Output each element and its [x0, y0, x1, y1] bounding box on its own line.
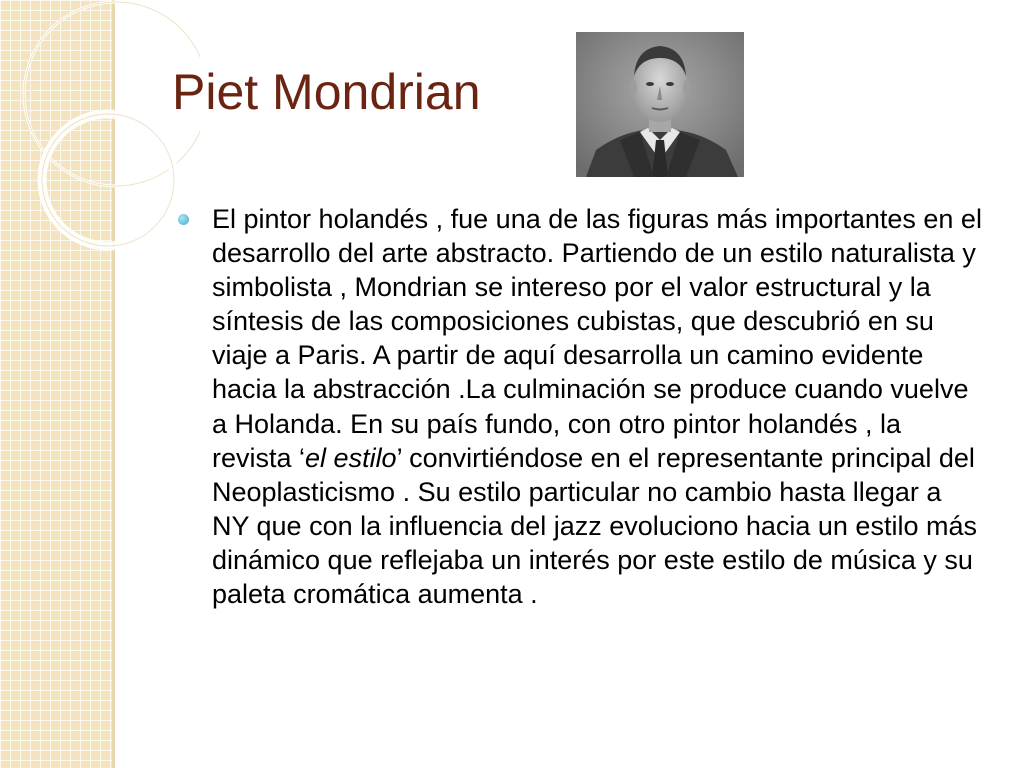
- bullet-dot-icon: [178, 214, 189, 225]
- slide-title: Piet Mondrian: [172, 64, 481, 120]
- magazine-name: el estilo: [305, 442, 397, 473]
- portrait-image: [576, 32, 744, 177]
- body-text-part-1: El pintor holandés , fue una de las figuras más importantes en el desarrollo del arte abstracto. Partiendo de un estilo naturalista y simbolista , Mondrian se intereso por el valor estructural y la síntesis de las composiciones cubistas, que descubrió en su viaje a Paris. A partir de aquí desarrolla un camino evidente hacia la abstracción .La culminación se produce cuando vuelve a Holanda. En su país fundo, con otro pintor holandés , la revista ‘: [212, 204, 982, 473]
- bullet-list: [178, 202, 982, 611]
- portrait-photo: [576, 32, 744, 177]
- body-paragraph: [212, 202, 982, 611]
- decorative-circles: [0, 0, 200, 260]
- body-text-part-2: ’ convirtiéndose en el representante principal del Neoplasticismo . Su estilo particular no cambio hasta llegar a NY que con la influencia del jazz evoluciono hacia un estilo más dinámico que reflejaba un interés por este estilo de música y su paleta cromática aumenta .: [212, 442, 977, 610]
